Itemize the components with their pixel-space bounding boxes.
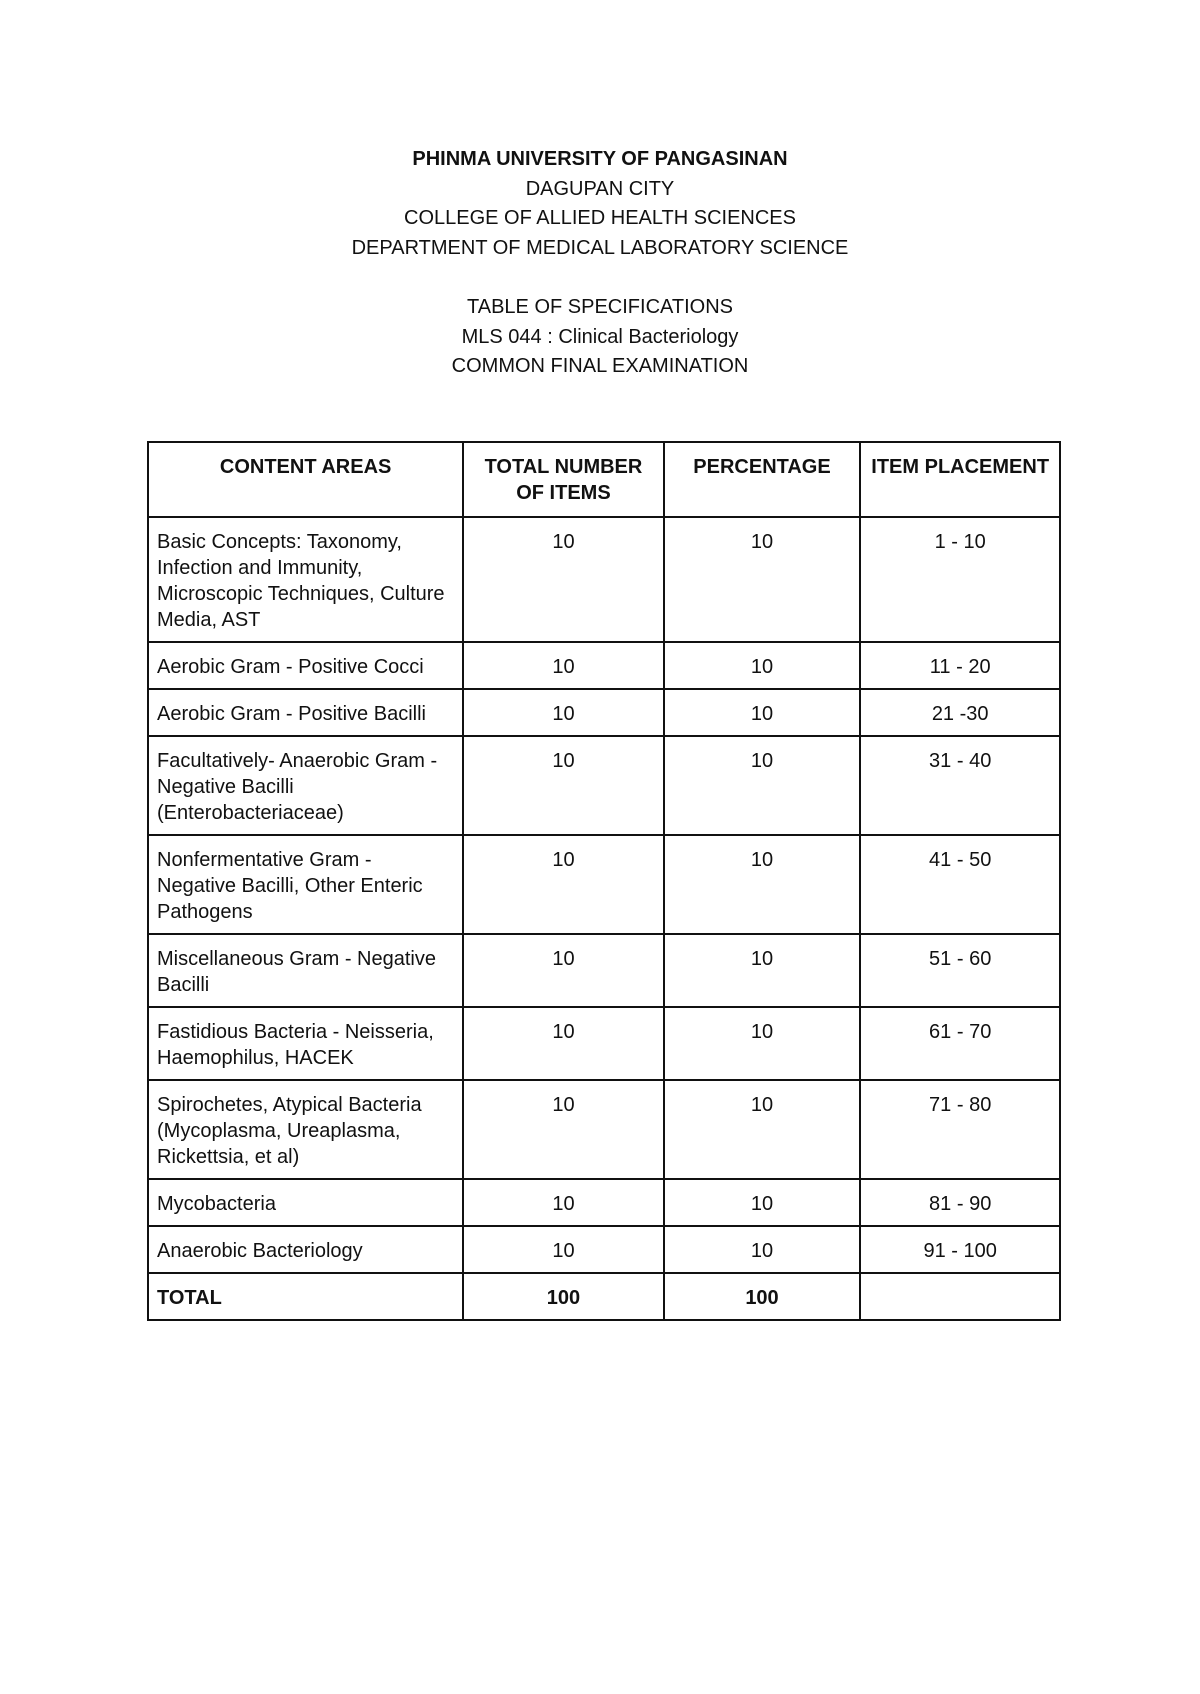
content-area-cell: Aerobic Gram - Positive Bacilli [148,689,463,736]
content-area-cell: Spirochetes, Atypical Bacteria (Mycoplasma, Ureaplasma, Rickettsia, et al) [148,1080,463,1179]
items-cell: 10 [463,517,663,642]
table-row [148,1080,1060,1179]
exam-title: COMMON FINAL EXAMINATION [451,355,749,377]
total-items-cell: 100 [463,1273,663,1320]
placement-cell: 91 - 100 [860,1226,1060,1273]
table-header-row [148,442,1060,517]
college-name: COLLEGE OF ALLIED HEALTH SCIENCES [404,207,796,229]
total-placement-cell [860,1273,1060,1320]
content-area-cell: Aerobic Gram - Positive Cocci [148,642,463,689]
table-row [148,1226,1060,1273]
table-row [148,1179,1060,1226]
table-row [148,642,1060,689]
content-area-cell: Facultatively- Anaerobic Gram - Negative Bacilli (Enterobacteriaceae) [148,736,463,835]
placement-cell: 21 -30 [860,689,1060,736]
header-total-items: TOTAL NUMBER OF ITEMS [463,442,663,517]
header-spacer [0,263,1200,293]
table-row [148,517,1060,642]
placement-cell: 1 - 10 [860,517,1060,642]
percentage-cell: 10 [664,689,861,736]
percentage-cell: 10 [664,642,861,689]
total-row [148,1273,1060,1320]
header-item-placement: ITEM PLACEMENT [860,442,1060,517]
percentage-cell: 10 [664,1007,861,1080]
content-area-cell: Fastidious Bacteria - Neisseria, Haemophilus, HACEK [148,1007,463,1080]
header-content-areas: CONTENT AREAS [148,442,463,517]
table-row [148,934,1060,1007]
placement-cell: 11 - 20 [860,642,1060,689]
content-area-cell: Mycobacteria [148,1179,463,1226]
items-cell: 10 [463,1179,663,1226]
content-area-cell: Anaerobic Bacteriology [148,1226,463,1273]
placement-cell: 51 - 60 [860,934,1060,1007]
total-percentage-cell: 100 [664,1273,861,1320]
placement-cell: 71 - 80 [860,1080,1060,1179]
items-cell: 10 [463,835,663,934]
document-header [0,145,1200,382]
table-row [148,835,1060,934]
items-cell: 10 [463,1007,663,1080]
placement-cell: 81 - 90 [860,1179,1060,1226]
percentage-cell: 10 [664,934,861,1007]
items-cell: 10 [463,642,663,689]
total-label-cell: TOTAL [148,1273,463,1320]
content-area-cell: Miscellaneous Gram - Negative Bacilli [148,934,463,1007]
content-area-cell: Basic Concepts: Taxonomy, Infection and Immunity, Microscopic Techniques, Culture Media, AST [148,517,463,642]
table-row [148,689,1060,736]
university-name: PHINMA UNIVERSITY OF PANGASINAN [412,148,788,170]
items-cell: 10 [463,736,663,835]
table-row [148,1007,1060,1080]
placement-cell: 61 - 70 [860,1007,1060,1080]
document-title: TABLE OF SPECIFICATIONS [467,296,733,318]
content-area-cell: Nonfermentative Gram - Negative Bacilli, Other Enteric Pathogens [148,835,463,934]
table-row [148,736,1060,835]
items-cell: 10 [463,689,663,736]
department-name: DEPARTMENT OF MEDICAL LABORATORY SCIENCE [351,236,849,259]
items-cell: 10 [463,1080,663,1179]
city-name: DAGUPAN CITY [525,177,675,200]
header-percentage: PERCENTAGE [664,442,861,517]
course-title: MLS 044 : Clinical Bacteriology [461,325,739,348]
specifications-table [147,441,1061,1321]
percentage-cell: 10 [664,736,861,835]
percentage-cell: 10 [664,1179,861,1226]
percentage-cell: 10 [664,517,861,642]
percentage-cell: 10 [664,1080,861,1179]
percentage-cell: 10 [664,835,861,934]
percentage-cell: 10 [664,1226,861,1273]
items-cell: 10 [463,1226,663,1273]
items-cell: 10 [463,934,663,1007]
placement-cell: 31 - 40 [860,736,1060,835]
placement-cell: 41 - 50 [860,835,1060,934]
